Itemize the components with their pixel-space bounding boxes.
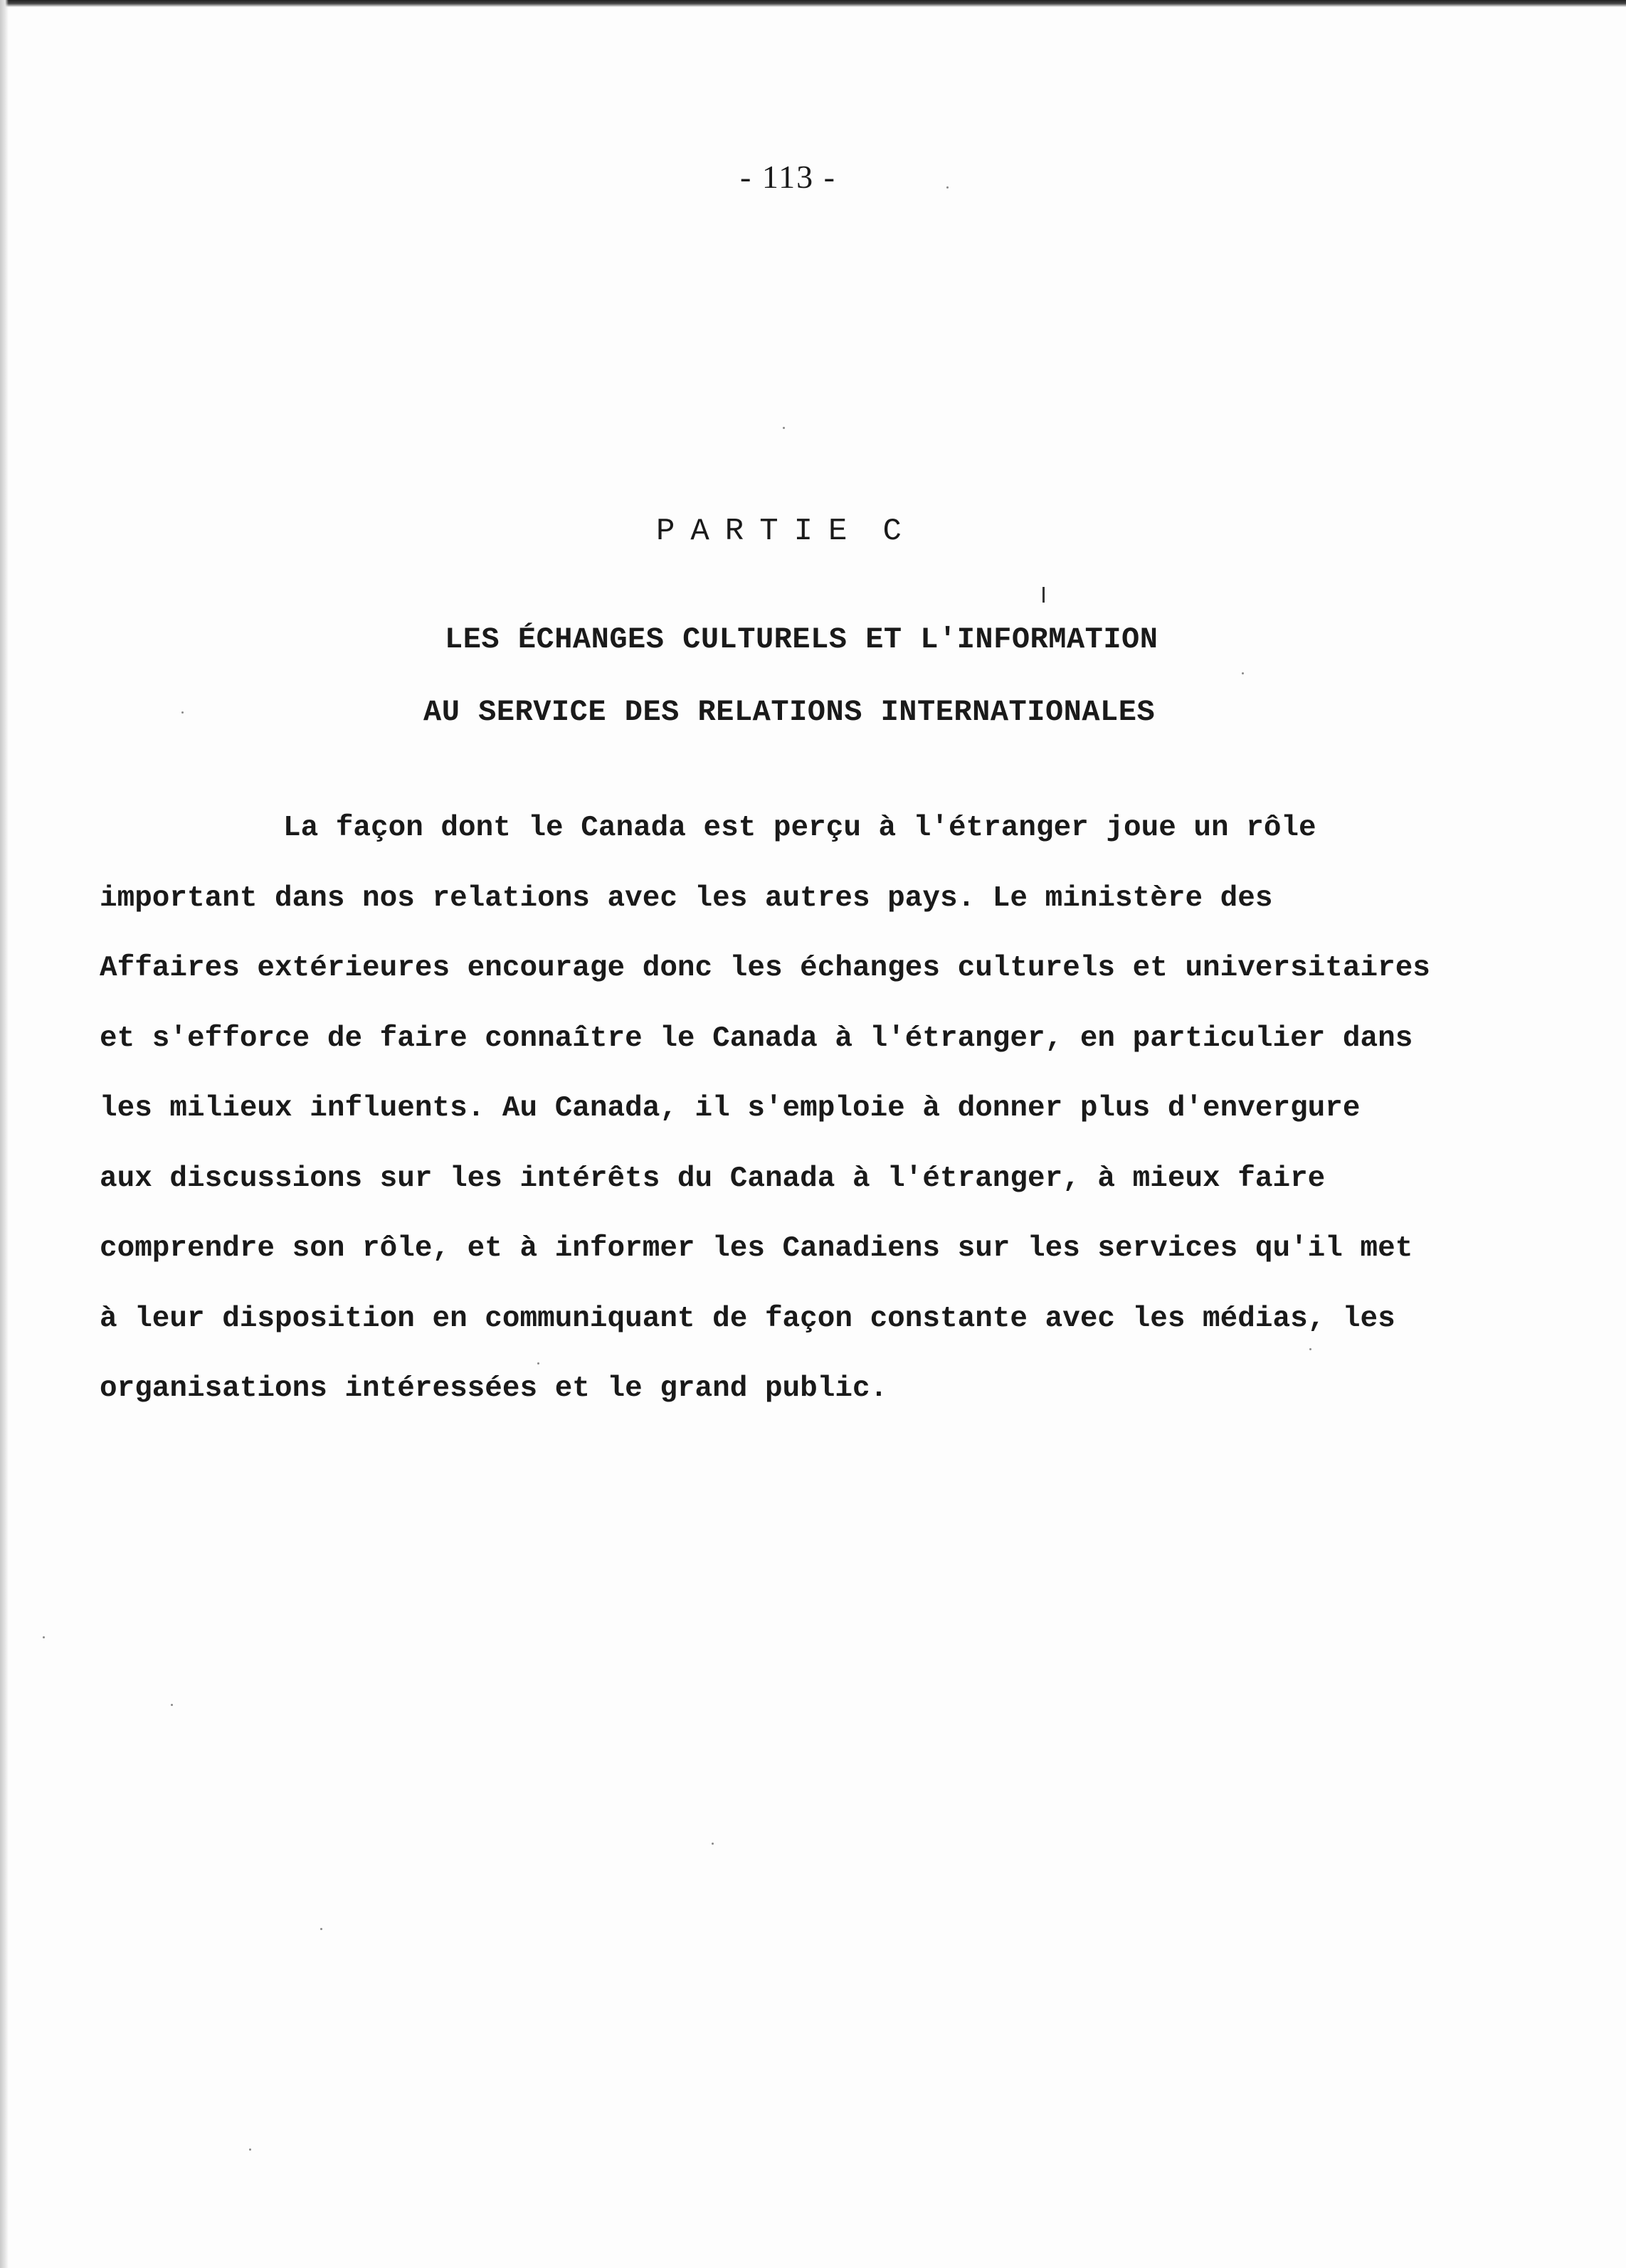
scan-speck — [783, 427, 785, 429]
scan-top-edge — [0, 0, 1626, 7]
scan-speck — [43, 1636, 45, 1638]
scan-speck — [1242, 672, 1244, 674]
paragraph-line: La façon dont le Canada est perçu à l'étranger joue un rôle — [283, 812, 1316, 844]
paragraph-line: comprendre son rôle, et à informer les Canadiens sur les services qu'il met — [100, 1232, 1413, 1265]
part-letter: C — [882, 514, 902, 549]
page-number: - 113 - — [740, 159, 836, 195]
scan-speck — [1042, 587, 1045, 603]
paragraph-line: organisations intéressées et le grand public. — [100, 1372, 888, 1405]
scan-speck — [181, 711, 184, 714]
paragraph-line: Affaires extérieures encourage donc les échanges culturels et universitaires — [100, 952, 1430, 985]
scan-speck — [946, 186, 949, 189]
scan-speck — [712, 1843, 714, 1845]
body-paragraph — [100, 793, 1480, 1424]
section-heading-line-1: LES ÉCHANGES CULTURELS ET L'INFORMATION — [445, 622, 1158, 657]
paragraph-line: à leur disposition en communiquant de façon constante avec les médias, les — [100, 1302, 1395, 1335]
paragraph-line: aux discussions sur les intérêts du Canada à l'étranger, à mieux faire — [100, 1162, 1326, 1195]
part-word: PARTIE — [656, 514, 863, 549]
scan-left-edge — [0, 0, 9, 2268]
scan-speck — [171, 1704, 173, 1706]
scan-speck — [320, 1928, 322, 1930]
scan-speck — [1309, 1348, 1311, 1350]
paragraph-line: les milieux influents. Au Canada, il s'emploie à donner plus d'envergure — [100, 1092, 1361, 1125]
section-heading-line-2: AU SERVICE DES RELATIONS INTERNATIONALES — [423, 695, 1156, 729]
part-label — [656, 514, 902, 549]
paragraph-line: et s'efforce de faire connaître le Canada à l'étranger, en particulier dans — [100, 1022, 1413, 1055]
scan-speck — [249, 2148, 251, 2151]
paragraph-line: important dans nos relations avec les autres pays. Le ministère des — [100, 881, 1273, 915]
scan-speck — [537, 1362, 539, 1364]
